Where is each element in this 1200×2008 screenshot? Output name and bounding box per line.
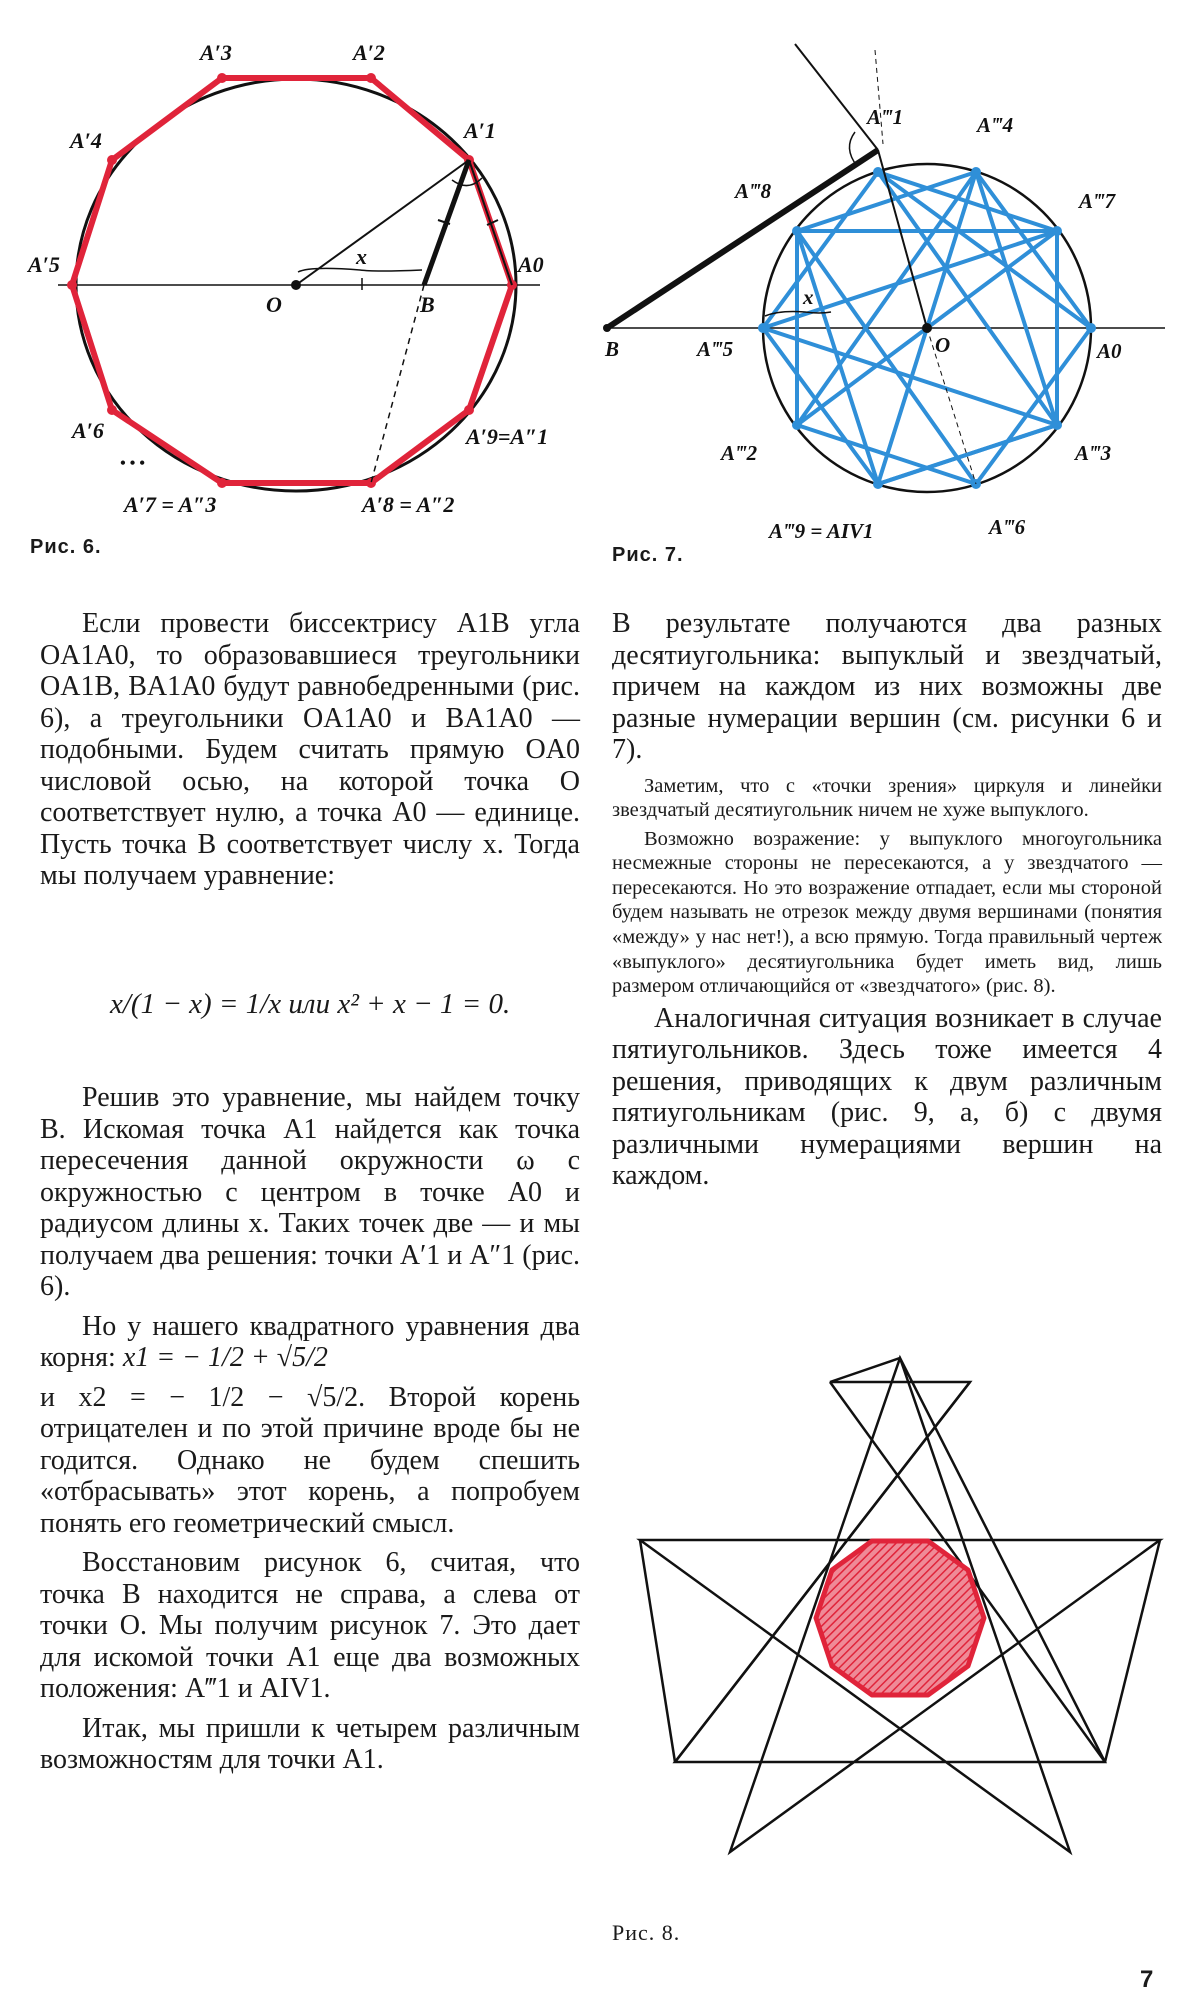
- label-a9-7: A‴9 = AIV1: [769, 519, 874, 543]
- label-x: x: [356, 244, 367, 269]
- right-column: [612, 608, 1162, 1200]
- small-paragraph: Заметим, что с «точки зрения» циркуля и линейки звездчатый десятиугольник ничем не хуже выпуклого.: [612, 774, 1162, 822]
- label-a8-7: A‴8: [735, 179, 772, 203]
- label-a5-7: A‴5: [697, 337, 734, 361]
- label-a1p: A′1: [464, 118, 496, 143]
- label-a1-7: A‴1: [867, 105, 904, 129]
- left-column-bottom: [40, 1082, 580, 1784]
- inner-decagon: [816, 1541, 984, 1695]
- convex-decagon: [72, 78, 512, 483]
- equation-main: x/(1 − x) = 1/x или x² + x − 1 = 0.: [110, 988, 511, 1020]
- label-o-7: O: [935, 333, 951, 357]
- label-a9p: A′9=A″1: [466, 424, 549, 449]
- label-a6-7: A‴6: [989, 515, 1026, 539]
- paragraph: Решив это уравнение, мы найдем точку B. Искомая точка A1 найдется как точка пересечения данной окружности ω с окружностью с центром в точке A0 и радиусом длины x. Таких точек две — и мы получаем два решения: точки A′1 и A″1 (рис. 6).: [40, 1082, 580, 1302]
- label-a3-7: A‴3: [1075, 441, 1112, 465]
- root-1: x1 = − 1/2 + √5/2: [122, 1342, 328, 1373]
- paragraph: Но у нашего квадратного уравнения два корня: x1 = − 1/2 + √5/2: [40, 1310, 580, 1373]
- paragraph: В результате получаются два разных десятиугольника: выпуклый и звездчатый, причем на каждом из них возможны две разные нумерации вершин (см. рисунки 6 и 7).: [612, 608, 1162, 765]
- label-a3p: A′3: [200, 40, 232, 65]
- left-column-top: [40, 608, 580, 900]
- label-o: O: [266, 292, 282, 317]
- paragraph: и x2 = − 1/2 − √5/2. Второй корень отрицателен и по этой причине вроде бы не годится. Однако не будем спешить «отбрасывать» этот корень, а попробуем понять его геометрический смысл.: [40, 1381, 580, 1539]
- label-dots: • • •: [120, 455, 145, 472]
- label-a7-7: A‴7: [1079, 189, 1116, 213]
- label-a0-7: A0: [1097, 339, 1122, 363]
- label-a4p: A′4: [70, 128, 102, 153]
- paragraph: Если провести биссектрису A1B угла OA1A0, то образовавшиеся треугольники OA1B, BA1A0 будут равнобедренными (рис. 6), а треугольники OA1A0 и BA1A0 — подобными. Будем считать прямую OA0 числовой осью, на которой точка O соответствует нулю, а точка A0 — единице. Пусть точка B соответствует числу x. Тогда мы получаем уравнение:: [40, 608, 580, 891]
- label-a8p: A′8 = A″2: [362, 492, 455, 517]
- label-a5p: A′5: [28, 252, 60, 277]
- label-b-7: B: [605, 337, 620, 361]
- label-x-7: x: [803, 285, 814, 309]
- label-a2p: A′2: [353, 40, 385, 65]
- caption-fig7: Рис. 7.: [612, 544, 684, 566]
- label-a2-7: A‴2: [721, 441, 758, 465]
- caption-fig6: Рис. 6.: [30, 536, 102, 558]
- label-a4-7: A‴4: [977, 113, 1014, 137]
- figure-7: [605, 40, 1165, 543]
- small-paragraph: Возможно возражение: у выпуклого многоугольника несмежные стороны не пересекаются, а у звездчатого — пересекаются. Но это возражение отпадает, если мы стороной будем называть не отрезок между двумя вершинами (понятия «между» у нас нет!), а всю прямую. Тогда правильный чертеж «выпуклого» десятиугольника будет иметь вид, лишь размером отличающийся от «звездчатого» (рис. 8).: [612, 827, 1162, 998]
- page-number: 7: [1140, 1966, 1154, 1993]
- label-a0: A0: [518, 252, 544, 277]
- paragraph: Итак, мы пришли к четырем различным возможностям для точки A1.: [40, 1712, 580, 1775]
- dashed-b-a8: [371, 285, 424, 483]
- paragraph: Аналогичная ситуация возникает в случае пятиугольников. Здесь тоже имеется 4 решения, приводящих к двум различным пятиугольникам (рис. 9, а, б) с двумя различными нумерациями вершин на каждом.: [612, 1002, 1162, 1192]
- label-b: B: [420, 292, 435, 317]
- label-a6p: A′6: [72, 418, 104, 443]
- caption-fig8: Рис. 8.: [612, 1920, 681, 1945]
- figure-6: [20, 20, 549, 520]
- paragraph: Восстановим рисунок 6, считая, что точка B находится не справа, а слева от точки O. Мы получим рисунок 7. Это дает для искомой точки A1 еще два возможных положения: A‴1 и AIV1.: [40, 1547, 580, 1704]
- figure-8: [630, 1350, 1170, 1880]
- label-a7p: A′7 = A″3: [124, 492, 217, 517]
